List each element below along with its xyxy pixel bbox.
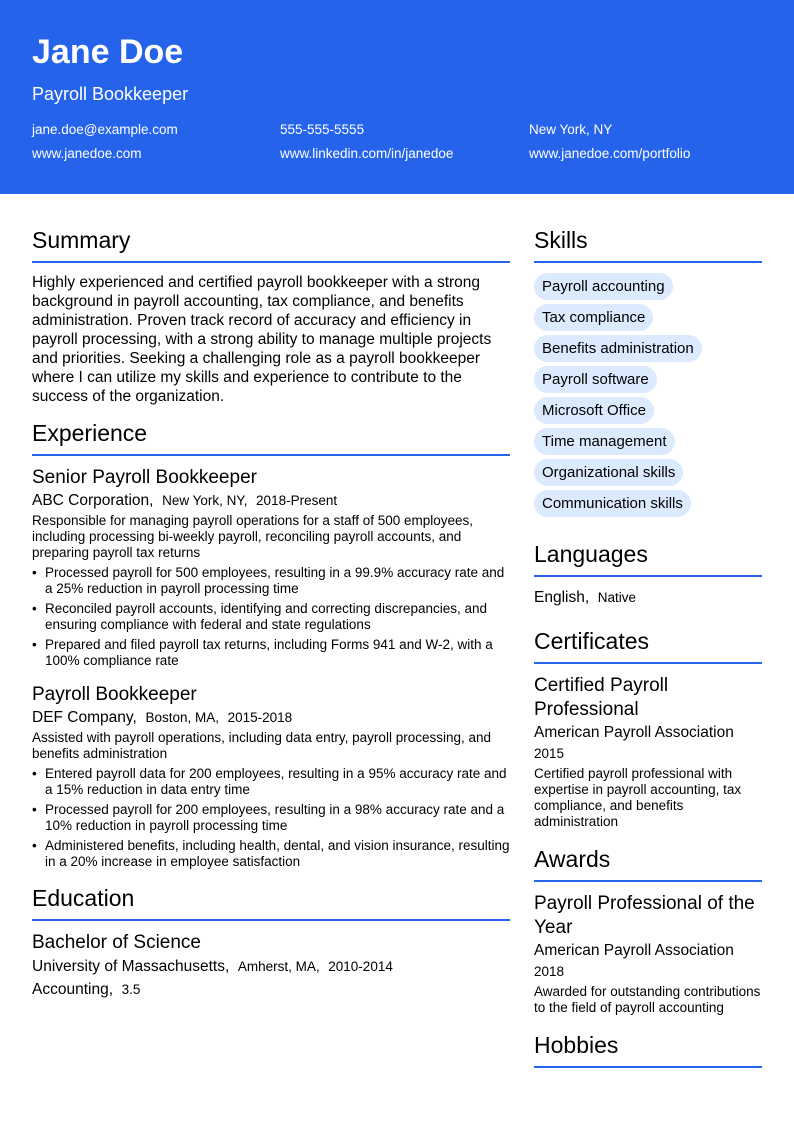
- skill-tag: Payroll software: [534, 366, 657, 393]
- certificate-date: 2015: [534, 746, 565, 761]
- location-text: New York, NY: [529, 122, 613, 137]
- award-date: 2018: [534, 964, 565, 979]
- job-title: Payroll Bookkeeper: [32, 684, 197, 705]
- skill-tag: Microsoft Office: [534, 397, 654, 424]
- education-field-line: [32, 978, 510, 1001]
- skills-heading: Skills: [534, 226, 762, 263]
- award-issuer: American Payroll Association: [534, 942, 734, 959]
- skill-tag: Time management: [534, 428, 675, 455]
- resume-header: [0, 0, 794, 194]
- skill-tag: Payroll accounting: [534, 273, 673, 300]
- job-bullet: • Processed payroll for 500 employees, resulting in a 99.9% accuracy rate and a 25% reduction in payroll processing time: [32, 565, 510, 597]
- education-dates: 2010-2014: [328, 959, 393, 974]
- award-description: Awarded for outstanding contributions to the field of payroll accounting: [534, 984, 761, 1015]
- job-meta: [32, 707, 510, 729]
- experience-section: [32, 419, 510, 870]
- certificates-heading: Certificates: [534, 627, 762, 664]
- skill-tag: Communication skills: [534, 490, 691, 517]
- job-description: Assisted with payroll operations, including data entry, payroll processing, and benefits administration: [32, 730, 491, 761]
- linkedin-link[interactable]: www.linkedin.com/in/janedoe: [280, 146, 454, 161]
- job-bullet: • Entered payroll data for 200 employees, resulting in a 95% accuracy rate and a 15% reduction in data entry time: [32, 766, 510, 798]
- job-meta: [32, 490, 510, 512]
- job-bullet: • Processed payroll for 200 employees, resulting in a 98% accuracy rate and a 10% reduction in payroll processing time: [32, 802, 510, 834]
- education-school: University of Massachusetts,: [32, 958, 230, 975]
- candidate-name: Jane Doe: [32, 33, 184, 71]
- job-company: ABC Corporation,: [32, 492, 154, 509]
- job-bullet: • Prepared and filed payroll tax returns, including Forms 941 and W-2, with a 100% compliance rate: [32, 637, 510, 669]
- job-location: Boston, MA,: [145, 710, 219, 725]
- job-entry: [32, 683, 510, 870]
- side-column: [534, 226, 762, 1078]
- languages-section: [534, 540, 762, 609]
- job-dates: 2015-2018: [227, 710, 293, 725]
- email-link[interactable]: jane.doe@example.com: [32, 122, 178, 137]
- hobbies-heading: Hobbies: [534, 1031, 762, 1068]
- education-gpa: 3.5: [121, 982, 141, 997]
- skill-tag: Tax compliance: [534, 304, 653, 331]
- candidate-title: Payroll Bookkeeper: [32, 84, 189, 104]
- education-degree: Bachelor of Science: [32, 932, 201, 953]
- languages-heading: Languages: [534, 540, 762, 577]
- language-name: English,: [534, 589, 590, 606]
- job-title: Senior Payroll Bookkeeper: [32, 467, 257, 488]
- main-column: [32, 226, 510, 1001]
- language-entry: [534, 587, 762, 609]
- job-bullet: • Administered benefits, including health, dental, and vision insurance, resulting in a 20% increase in employee satisfaction: [32, 838, 510, 870]
- certificate-issuer: American Payroll Association: [534, 724, 734, 741]
- education-school-line: [32, 955, 510, 978]
- certificates-section: [534, 627, 762, 830]
- education-section: [32, 884, 510, 1001]
- skills-section: [534, 226, 762, 521]
- job-bullets: [32, 766, 510, 870]
- phone-number[interactable]: 555-555-5555: [280, 122, 365, 137]
- summary-heading: Summary: [32, 226, 510, 263]
- certificate-title: Certified Payroll Professional: [534, 675, 669, 720]
- job-bullets: [32, 565, 510, 669]
- award-title: Payroll Professional of the Year: [534, 893, 755, 938]
- website-link[interactable]: www.janedoe.com: [32, 146, 142, 161]
- hobbies-section: [534, 1031, 762, 1068]
- education-location: Amherst, MA,: [237, 959, 320, 974]
- language-level: Native: [597, 590, 637, 605]
- certificate-description: Certified payroll professional with expertise in payroll accounting, tax compliance, and benefits administration: [534, 766, 742, 829]
- awards-section: [534, 845, 762, 1016]
- education-field: Accounting,: [32, 981, 113, 998]
- job-dates: 2018-Present: [256, 493, 338, 508]
- job-location: New York, NY,: [162, 493, 248, 508]
- job-entry: [32, 466, 510, 669]
- education-heading: Education: [32, 884, 510, 921]
- awards-heading: Awards: [534, 845, 762, 882]
- summary-text: Highly experienced and certified payroll bookkeeper with a strong background in payroll accounting, tax compliance, and benefits administration. Proven track record of accuracy and efficiency in payroll processing, with a strong ability to manage multiple projects and priorities. Seeking a challenging role as a payroll bookkeeper where I can utilize my skills and experience to contribute to the success of the organization.: [32, 274, 492, 405]
- experience-heading: Experience: [32, 419, 510, 456]
- job-company: DEF Company,: [32, 709, 137, 726]
- skill-tag: Benefits administration: [534, 335, 702, 362]
- job-description: Responsible for managing payroll operations for a staff of 500 employees, including processing bi-weekly payroll, reconciling payroll accounts, and preparing payroll tax returns: [32, 513, 474, 560]
- portfolio-link[interactable]: www.janedoe.com/portfolio: [529, 146, 691, 161]
- summary-section: [32, 226, 510, 406]
- job-bullet: • Reconciled payroll accounts, identifying and correcting discrepancies, and ensuring compliance with federal and state regulations: [32, 601, 510, 633]
- skill-tag: Organizational skills: [534, 459, 683, 486]
